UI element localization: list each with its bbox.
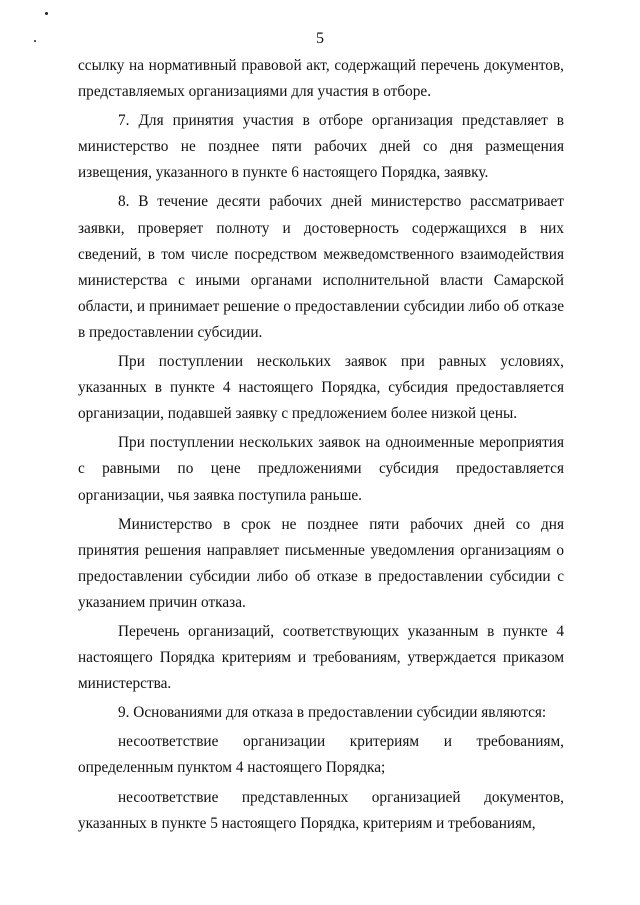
page-number: 5 [316, 30, 324, 47]
scan-speck [45, 12, 48, 15]
paragraph: Перечень организаций, соответствующих указанным в пункте 4 настоящего Порядка критериям и требованиям, утверждается приказом министерства. [78, 622, 564, 693]
paragraph: Министерство в срок не позднее пяти рабочих дней со дня принятия решения направляет письменные уведомления организациям о предоставлении субсидии либо об отказе в предоставлении субсидии с указанием причин отказа. [78, 515, 564, 611]
paragraph: 7. Для принятия участия в отборе организация представляет в министерство не позднее пяти рабочих дней со дня размещения извещения, указанного в пункте 6 настоящего Порядка, заявку. [78, 112, 564, 182]
paragraph: несоответствие представленных организацией документов, указанных в пункте 5 настоящего Порядка, критериям и требованиям, [78, 788, 564, 832]
paragraph: ссылку на нормативный правовой акт, содержащий перечень документов, представляемых организациями для участия в отборе. [78, 57, 564, 101]
paragraph: При поступлении нескольких заявок на одноименные мероприятия с равными по цене предложениями субсидия предоставляется организации, чья заявка поступила раньше. [78, 434, 564, 504]
paragraph: 8. В течение десяти рабочих дней министерство рассматривает заявки, проверяет полноту и достоверность содержащихся в них сведений, в том числе посредством межведомственного взаимодействия министерства с иными органами исполнительной власти Самарской области, и принимает решение о предоставлении субсидии либо об отказе в предоставлении субсидии. [78, 193, 564, 341]
paragraph: 9. Основаниями для отказа в предоставлении субсидии являются: [118, 704, 547, 722]
document-body [78, 53, 564, 837]
paragraph: При поступлении нескольких заявок при равных условиях, указанных в пункте 4 настоящего Порядка, субсидия предоставляется организации, подавшей заявку с предложением более низкой цены. [78, 353, 564, 423]
paragraph: несоответствие организации критериям и требованиям, определенным пунктом 4 настоящего Порядка; [78, 733, 564, 777]
